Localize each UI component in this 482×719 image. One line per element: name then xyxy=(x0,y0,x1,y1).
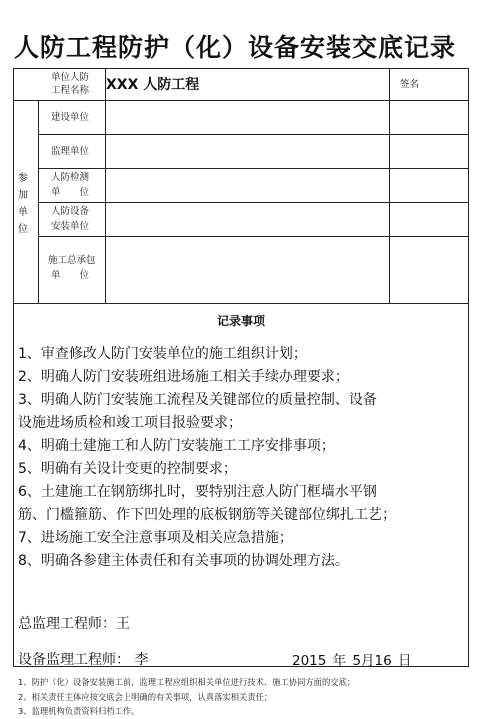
column-divider xyxy=(38,100,39,303)
row-divider xyxy=(38,202,469,203)
footnote: 3、监理机构负责资料归档工作。 xyxy=(18,706,140,716)
participant-row-label xyxy=(51,111,89,124)
participant-label-line2: 安装单位 xyxy=(51,221,90,232)
participant-label-line1: 人防检测 xyxy=(51,172,90,183)
record-line: 8、明确各参建主体责任和有关事项的协调处理方法。 xyxy=(18,553,349,569)
record-line: 筋、门槛箍筋、作下凹处理的底板钢筋等关键部位绑扎工艺； xyxy=(18,507,396,523)
record-line: 1、审查修改人防门安装单位的施工组织计划； xyxy=(18,346,307,362)
unit-name-label xyxy=(39,71,101,97)
page-title: 人防工程防护（化）设备安装交底记录 xyxy=(14,33,457,62)
side-char: 位 xyxy=(18,224,28,235)
row-divider xyxy=(38,134,469,135)
participant-label-line2: 单 位 xyxy=(51,270,90,281)
signature-label: 签名 xyxy=(400,79,420,90)
participants-side-label xyxy=(17,170,29,238)
participant-row-label xyxy=(51,205,89,233)
participant-label-line1: 建设单位 xyxy=(51,112,90,123)
unit-label-line1: 单位人防 xyxy=(50,72,89,83)
row-divider xyxy=(13,100,469,101)
side-char: 加 xyxy=(18,190,28,201)
record-line: 3、明确人防门安装施工流程及关键部位的质量控制、设备 xyxy=(18,392,377,408)
project-name: XXX 人防工程 xyxy=(106,77,200,93)
participant-row-label xyxy=(51,145,89,158)
record-line: 7、进场施工安全注意事项及相关应急措施； xyxy=(18,530,293,546)
column-divider xyxy=(105,68,106,303)
row-divider xyxy=(38,236,469,237)
participant-label-line1: 施工总承包 xyxy=(48,255,96,266)
equipment-supervisor-signature: 设备监理工程师： 李 xyxy=(18,652,149,668)
footnote: 1、防护（化）设备安装施工前，监理工程应组织相关单位进行技术、施工协同方面的交底； xyxy=(18,677,356,687)
record-line: 6、土建施工在钢筋绑扎时，要特别注意人防门框墙水平钢 xyxy=(18,484,377,500)
side-char: 参 xyxy=(18,173,28,184)
participant-label-line1: 人防设备 xyxy=(51,206,90,217)
records-list xyxy=(18,343,470,573)
record-line: 设施进场质检和竣工项目报验要求； xyxy=(18,415,242,431)
column-divider xyxy=(389,68,390,303)
footnotes xyxy=(18,675,355,719)
footnote: 2、相关责任主体应按交底会上明确的有关事项，认真落实相关责任； xyxy=(18,691,273,702)
chief-supervisor-signature: 总监理工程师：王 xyxy=(18,616,130,632)
participant-row-label xyxy=(51,171,89,199)
participant-label-line1: 监理单位 xyxy=(51,146,90,157)
side-char: 单 xyxy=(18,207,28,218)
participant-label-line2: 单 位 xyxy=(51,187,90,198)
record-line: 2、明确人防门安装班组进场施工相关手续办理要求； xyxy=(18,369,349,385)
record-date: 2015 年 5月16 日 xyxy=(292,653,412,669)
row-divider xyxy=(13,303,469,304)
record-line: 4、明确土建施工和人防门安装施工工序安排事项； xyxy=(18,438,335,454)
records-title: 记录事项 xyxy=(216,314,265,328)
unit-label-line2: 工程名称 xyxy=(50,85,89,96)
participant-row-label xyxy=(48,254,96,282)
row-divider xyxy=(38,168,469,169)
record-line: 5、明确有关设计变更的控制要求； xyxy=(18,461,237,477)
